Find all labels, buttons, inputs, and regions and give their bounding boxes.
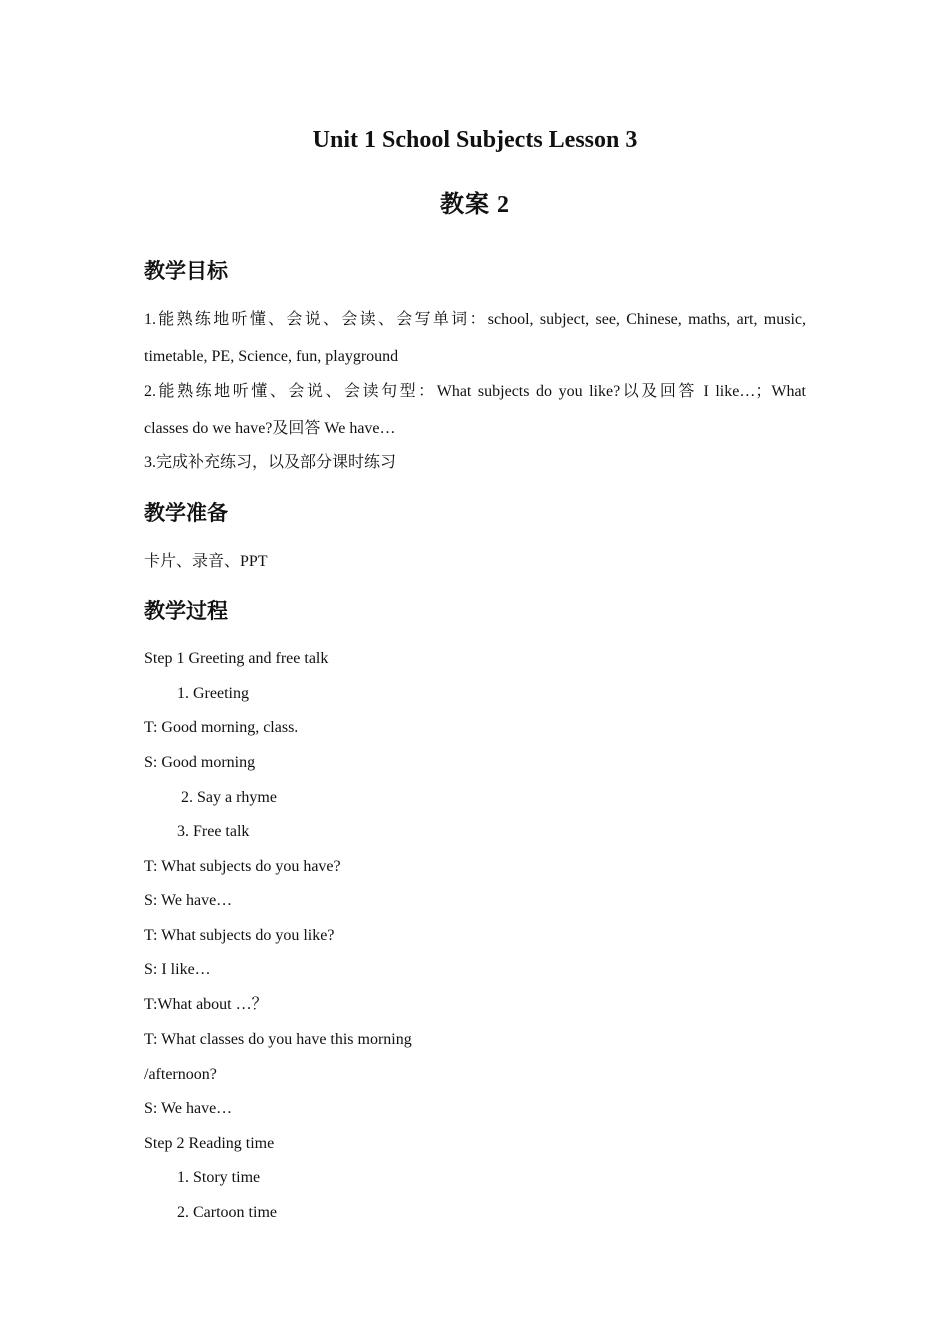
objective-item-2-line-1: 2.能熟练地听懂、会说、会读句型：What subjects do you like?以及回答 I like…；What (144, 383, 806, 400)
process-dialogue-line: S: Good morning (144, 754, 256, 771)
process-sub-item: 1. Greeting (177, 685, 249, 702)
section-heading-objectives: 教学目标 (144, 259, 228, 283)
process-sub-item: 2. Cartoon time (177, 1204, 277, 1221)
process-dialogue-line: S: We have… (144, 1100, 233, 1117)
document-title: Unit 1 School Subjects Lesson 3 (312, 127, 638, 153)
process-step-heading: Step 2 Reading time (144, 1135, 275, 1152)
section-heading-process: 教学过程 (144, 599, 228, 623)
process-sub-item: 3. Free talk (177, 823, 250, 840)
process-sub-item: 1. Story time (177, 1169, 261, 1186)
process-sub-item: 2. Say a rhyme (181, 789, 277, 806)
process-dialogue-line: T: What classes do you have this morning (144, 1031, 412, 1048)
process-dialogue-line: /afternoon? (144, 1066, 217, 1083)
process-dialogue-line: T:What about …？ (144, 996, 268, 1013)
objective-item-2-line-2: classes do we have?及回答 We have… (144, 420, 396, 437)
process-dialogue-line: T: What subjects do you like? (144, 927, 335, 944)
section-heading-preparation: 教学准备 (144, 501, 228, 525)
process-step-heading: Step 1 Greeting and free talk (144, 650, 329, 667)
objective-item-1-line-2: timetable, PE, Science, fun, playground (144, 348, 399, 365)
process-dialogue-line: T: Good morning, class. (144, 719, 299, 736)
objective-item-1-line-1: 1.能熟练地听懂、会说、会读、会写单词：school, subject, see, Chinese, maths, art, music, (144, 311, 806, 328)
process-dialogue-line: S: I like… (144, 961, 211, 978)
preparation-text: 卡片、录音、PPT (144, 553, 268, 570)
document-subtitle: 教案 2 (440, 192, 510, 218)
process-dialogue-line: T: What subjects do you have? (144, 858, 341, 875)
objective-item-3: 3.完成补充练习，以及部分课时练习 (144, 454, 397, 471)
process-dialogue-line: S: We have… (144, 892, 233, 909)
